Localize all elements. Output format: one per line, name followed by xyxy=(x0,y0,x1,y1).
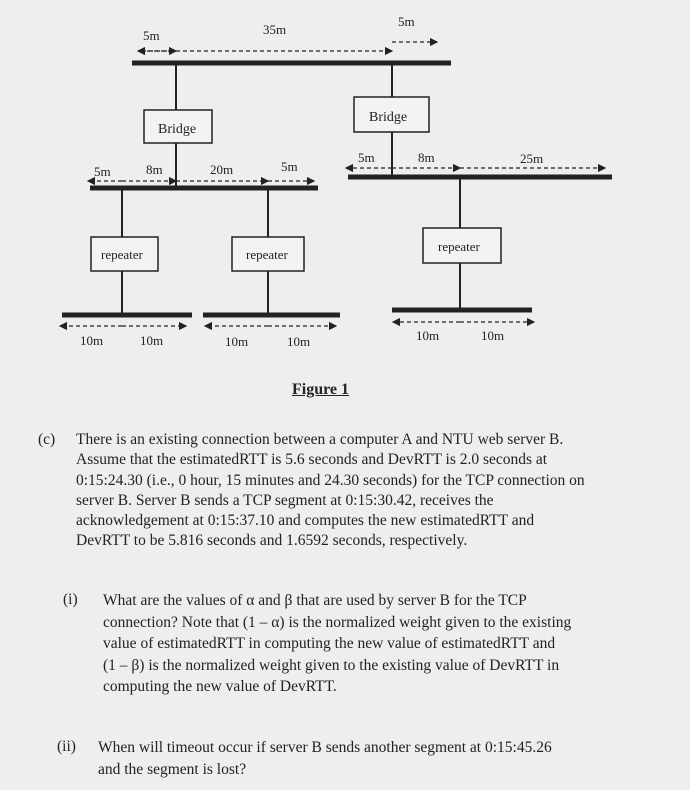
dim-bottom-3: 10m xyxy=(225,334,249,349)
question-c-line: Assume that the estimatedRTT is 5.6 seconds and DevRTT is 2.0 seconds at xyxy=(76,451,548,469)
dim-left-4: 5m xyxy=(281,159,298,174)
repeater-1-label: repeater xyxy=(101,247,143,262)
dim-top-left: 5m xyxy=(143,28,160,43)
dim-right-2: 8m xyxy=(418,150,435,165)
question-c-label: (c) xyxy=(38,431,56,448)
dim-bottom-5: 10m xyxy=(416,328,440,343)
question-ii-line: When will timeout occur if server B sends another segment at 0:15:45.26 xyxy=(98,739,552,756)
dim-bottom-2: 10m xyxy=(140,333,164,348)
question-i-line: connection? Note that (1 – α) is the normalized weight given to the existing xyxy=(103,613,572,631)
question-i-label: (i) xyxy=(63,591,78,608)
question-i-line: computing the new value of DevRTT. xyxy=(103,678,337,695)
dim-bottom-1: 10m xyxy=(80,333,104,348)
question-c-text xyxy=(76,430,676,552)
dim-left-3: 20m xyxy=(210,162,234,177)
question-i-line: What are the values of α and β that are used by server B for the TCP xyxy=(103,592,527,609)
repeater-2-label: repeater xyxy=(246,247,288,262)
question-c-line: acknowledgement at 0:15:37.10 and computes the new estimatedRTT and xyxy=(76,512,535,530)
dim-right-1: 5m xyxy=(358,150,375,165)
question-c-line: server B. Server B sends a TCP segment at 0:15:30.42, receives the xyxy=(76,491,494,509)
question-c-line: DevRTT to be 5.816 seconds and 1.6592 seconds, respectively. xyxy=(76,532,468,550)
dim-top-middle: 35m xyxy=(263,22,287,37)
dim-left-1: 5m xyxy=(94,164,111,179)
question-c-line: There is an existing connection between a computer A and NTU web server B. xyxy=(76,431,564,448)
question-ii-line: and the segment is lost? xyxy=(98,761,247,778)
question-ii-label: (ii) xyxy=(57,738,76,755)
bridge-right-label: Bridge xyxy=(369,110,408,125)
repeater-3-label: repeater xyxy=(438,239,480,254)
question-c-line: 0:15:24.30 (i.e., 0 hour, 15 minutes and 24.30 seconds) for the TCP connection on xyxy=(76,471,585,489)
question-i-line: (1 – β) is the normalized weight given to the existing value of DevRTT in xyxy=(103,656,560,674)
question-i-line: value of estimatedRTT in computing the new value of estimatedRTT and xyxy=(103,635,556,652)
dim-top-right: 5m xyxy=(398,14,415,29)
dim-bottom-6: 10m xyxy=(481,328,505,343)
dim-left-2: 8m xyxy=(146,162,163,177)
dim-right-3: 25m xyxy=(520,151,544,166)
question-i-text xyxy=(103,590,678,698)
top-dimension-arrows xyxy=(138,42,437,51)
dim-bottom-4: 10m xyxy=(287,334,311,349)
figure-caption: Figure 1 xyxy=(292,381,350,398)
bottom-dimension-arrows xyxy=(60,322,534,326)
question-ii-text xyxy=(98,737,678,781)
bridge-left-label: Bridge xyxy=(158,122,197,137)
